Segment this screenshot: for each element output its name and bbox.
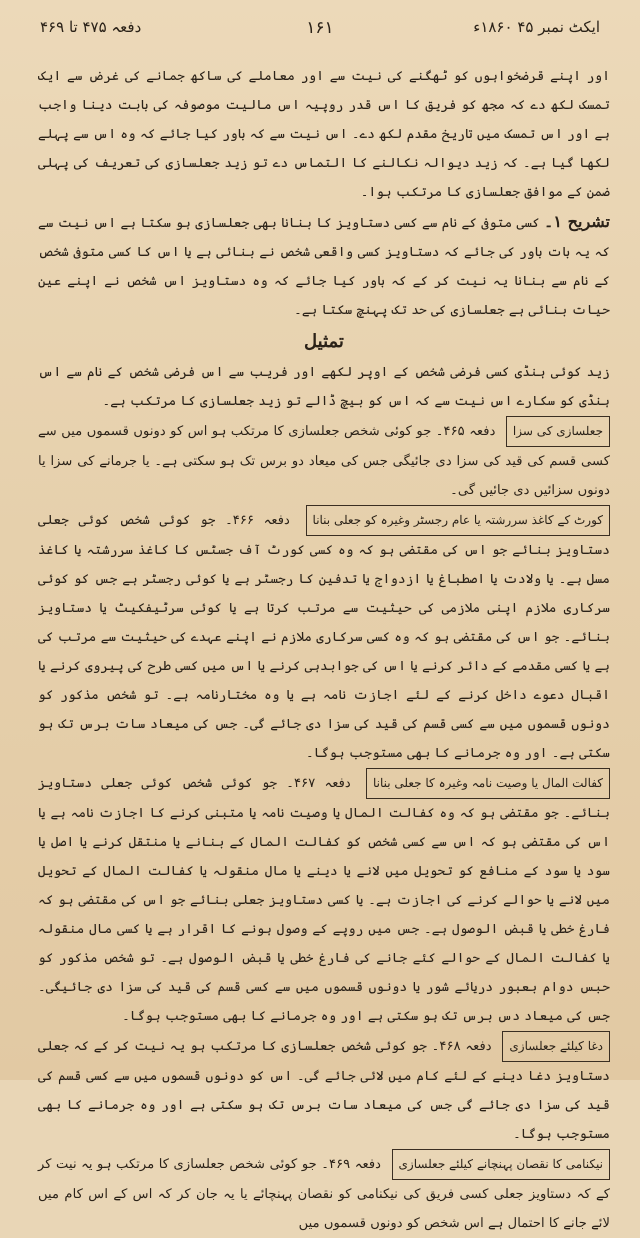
explanation-heading: تشریح ۱۔ [544, 212, 610, 231]
illustration-paragraph: اور اپنے قرضخواہوں کو ٹھگنے کی نیت سے اور معاملے کی ساکھ جمانے کی غرض سے ایک تمسک لکھ دے کہ مجھ کو فریق کا اس قدر روپیہ اس مالیت موصوفہ کی بابت دینا واجب ہے اور اس تمسک میں تاریخ مقدم لکھ دے۔ اس نیت سے کہ باور کیا جائے کہ وہ اس سے پہلے لکھا گیا ہے۔ کہ زید دیوالہ نکالنے کا التماس دے تو زید جعلسازی کی تعریف کی پہلی ضمن کے موافق جعلسازی کا مرتکب ہوا۔ [38, 69, 610, 200]
page-number: ۱۶۱ [306, 18, 334, 38]
page-body [38, 62, 610, 1231]
section-466-label: کورٹ کے کاغذ سررشتہ یا عام رجسٹر وغیرہ کو جعلی بنانا [306, 505, 610, 536]
section-range: دفعہ ۴۷۵ تا ۴۶۹ [40, 18, 142, 36]
section-466-text: دفعہ ۴۶۶۔ جو کوئی شخص کوئی جعلی دستاویز بنائے جو اس کی مقتضی ہو کہ وہ کسی کورٹ آف جسٹس کا کاغذ سررشتہ یا کاغذ مسل ہے۔ یا ولادت یا اصطباغ یا ازدواج یا تدفین کا رجسٹر ہے یا کوئی رجسٹر ہے جس کو کوئی سرکاری ملازم اپنی ملازمی کی حیثیت سے مرتب کرتا ہے یا کوئی سرٹیفکیٹ یا دستاویز بنائے۔ جو اس کی مقتضی ہو کہ وہ کسی سرکاری ملازم نے اپنے عہدے کی حیثیت سے مرتب کی ہے یا کسی مقدمے کے دائر کرنے یا اس کی جوابدہی کرنے یا اس میں کسی طرح کی پیروی کرنے یا اقبال دعوے داخل کرنے کے لئے اجازت نامہ ہے یا وہ مختارنامہ ہے۔ تو شخص مذکور کو دونوں قسموں میں سے کسی قسم کی قید کی سزا دی جائے گی۔ جس کی میعاد سات برس تک ہو سکتی ہے۔ اور وہ جرمانے کا بھی مستوجب ہوگا۔ [38, 513, 610, 761]
section-465-text: دفعہ ۴۶۵۔ جو کوئی شخص جعلسازی کا مرتکب ہو اس کو دونوں قسموں میں سے کسی قسم کی قید کی سزا دی جائیگی جس کی میعاد دو برس تک ہو سکتی ہے۔ یا جرمانے کی سزا یا دونوں سزائیں دی جائیں گی۔ [38, 424, 610, 498]
act-number: ایکٹ نمبر ۴۵ ۱۸۶۰ء [473, 18, 600, 36]
section-466 [38, 505, 610, 768]
illustration-title: تمثیل [304, 331, 344, 352]
section-468-label: دغا کیلئے جعلسازی [502, 1031, 610, 1062]
explanation-paragraph [38, 207, 610, 325]
section-465-label: جعلسازی کی سزا [506, 416, 610, 447]
section-468-text: دفعہ ۴۶۸۔ جو کوئی شخص جعلسازی کا مرتکب ہو یہ نیت کر کے کہ جعلی دستاویز دغا دینے کے لئے کام میں لائی جائے گی۔ اس کو دونوں قسموں میں سے کسی قسم کی قید کی سزا دی جائے گی جس کی میعاد سات برس تک ہو سکتی ہے اور وہ جرمانے کا بھی مستوجب ہوگا۔ [38, 1039, 610, 1142]
section-467-text: دفعہ ۴۶۷۔ جو کوئی شخص کوئی جعلی دستاویز بنائے۔ جو مقتضی ہو کہ وہ کفالت المال یا وصیت نامہ یا متبنی کرنے کا اجازت نامہ ہے یا اس کی مقتضی ہو کہ اس سے کسی شخص کو کفالت المال کے بنانے یا منتقل کرنے یا اصل یا سود یا سود کے منافع کو تحویل میں لانے یا دینے یا مال منقولہ یا کفالت المال کے تحویل میں لانے یا حوالے کرنے کی اجازت ہے۔ یا کسی دستاویز جعلی بنائے جو اس کی مقتضی ہو کہ فارغ خطی یا قبض الوصول ہے۔ جس میں روپے کے وصول ہونے کا اقرار ہے یا کسی مال منقولہ یا کفالت المال کے حوالے کئے جانے کی فارغ خطی یا قبض الوصول ہے۔ تو شخص مذکور کو حبس دوام بعبور دریائے شور یا دونوں قسموں میں سے کسی قسم کی قید کی سزا دی جائیگی۔ جس کی میعاد دس برس تک ہو سکتی ہے اور وہ جرمانے کا بھی مستوجب ہوگا۔ [38, 776, 610, 1024]
illustration-text: زید کوئی ہنڈی کسی فرضی شخص کے اوپر لکھے اور فریب سے اس فرضی شخص کے نام سے اس ہنڈی کو سکارے اس نیت سے کہ اس کو بیچ ڈالے تو زید جعلسازی کا مرتکب ہے۔ [38, 365, 610, 409]
section-469 [38, 1149, 610, 1238]
section-469-text: دفعہ ۴۶۹۔ جو کوئی شخص جعلسازی کا مرتکب ہو یہ نیت کر کے کہ دستاویز جعلی کسی فریق کی نیکنامی کو نقصان پہنچائے یا یہ جان کر کہ اس کے اس کام میں لائے جانے کا احتمال ہے اس شخص کو دونوں قسموں میں [38, 1157, 610, 1231]
page-header [40, 18, 600, 54]
section-465 [38, 416, 610, 505]
section-468 [38, 1031, 610, 1149]
section-467-label: کفالت المال یا وصیت نامہ وغیرہ کا جعلی بنانا [366, 768, 610, 799]
section-467 [38, 768, 610, 1031]
explanation-text: کسی متوفی کے نام سے کسی دستاویز کا بنانا بھی جعلسازی ہو سکتا ہے اس نیت سے کہ یہ بات باور کی جائے کہ دستاویز کسی واقعی شخص نے بنائی ہے یا اس کا کسی متوفی شخص کے نام سے بنانا یہ نیت کر کے کہ باور کیا جائے کہ وہ دستاویز اس شخص نے اپنے عین حیات بنائی ہے جعلسازی کی حد تک پہنچ سکتا ہے۔ [38, 216, 610, 318]
section-469-label: نیکنامی کا نقصان پہنچانے کیلئے جعلسازی [392, 1149, 610, 1180]
